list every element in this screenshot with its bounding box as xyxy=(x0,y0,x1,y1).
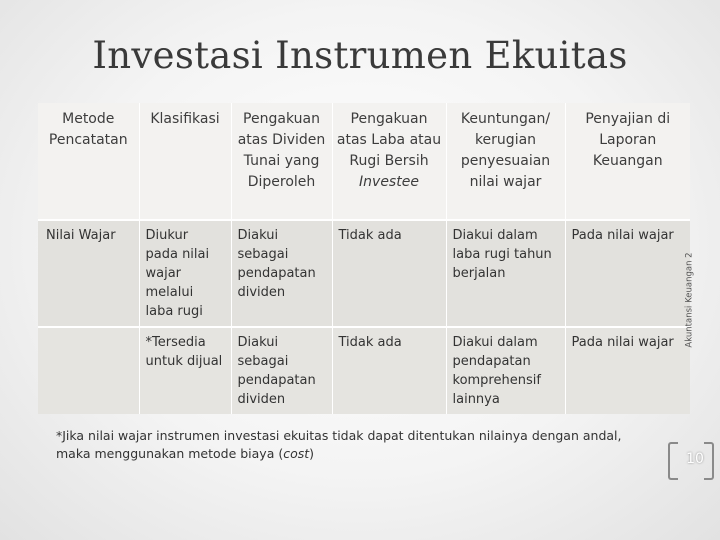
table-header-row xyxy=(38,103,690,220)
table-cell: Tidak ada xyxy=(332,220,446,327)
left-bracket-icon xyxy=(668,442,678,480)
table-cell: Diakui dalam pendapatan komprehensif lainnya xyxy=(446,327,565,414)
header-cell: Keuntungan/ kerugian penyesuaian nilai wajar xyxy=(446,103,565,220)
slide-title: Investasi Instrumen Ekuitas xyxy=(92,34,628,77)
header-cell: Metode Pencatatan xyxy=(38,103,139,220)
table-cell: *Tersedia untuk dijual xyxy=(139,327,231,414)
equity-investment-table xyxy=(38,103,690,414)
table-cell: Diakui sebagai pendapatan dividen xyxy=(231,327,332,414)
table-cell: Pada nilai wajar xyxy=(565,327,690,414)
table-cell: Diakui dalam laba rugi tahun berjalan xyxy=(446,220,565,327)
page-number: 10 xyxy=(686,451,704,467)
page-number-badge xyxy=(668,442,718,478)
course-side-label xyxy=(684,225,696,375)
table-row xyxy=(38,220,690,327)
header-cell xyxy=(332,103,446,220)
header-cell: Penyajian di Laporan Keuangan xyxy=(565,103,690,220)
header-italic-text: Investee xyxy=(359,174,419,190)
table-cell: Diukur pada nilai wajar melalui laba rugi xyxy=(139,220,231,327)
footnote-end: ) xyxy=(309,446,315,461)
header-cell: Pengakuan atas Dividen Tunai yang Diperoleh xyxy=(231,103,332,220)
header-cell: Klasifikasi xyxy=(139,103,231,220)
footnote-text: *Jika nilai wajar instrumen investasi ekuitas tidak dapat ditentukan nilainya dengan andal, maka menggunakan metode biaya ( xyxy=(56,428,622,461)
header-text: Pengakuan atas Laba atau Rugi Bersih xyxy=(336,111,442,169)
table-cell xyxy=(38,327,139,414)
footnote-italic: cost xyxy=(283,446,310,461)
table-cell: Nilai Wajar xyxy=(38,220,139,327)
table-cell: Pada nilai wajar xyxy=(565,220,690,327)
table-cell: Tidak ada xyxy=(332,327,446,414)
table-cell: Diakui sebagai pendapatan dividen xyxy=(231,220,332,327)
table-row xyxy=(38,327,690,414)
side-label-text: Akuntansi Keuangan 2 xyxy=(685,252,696,348)
footnote xyxy=(56,427,656,463)
